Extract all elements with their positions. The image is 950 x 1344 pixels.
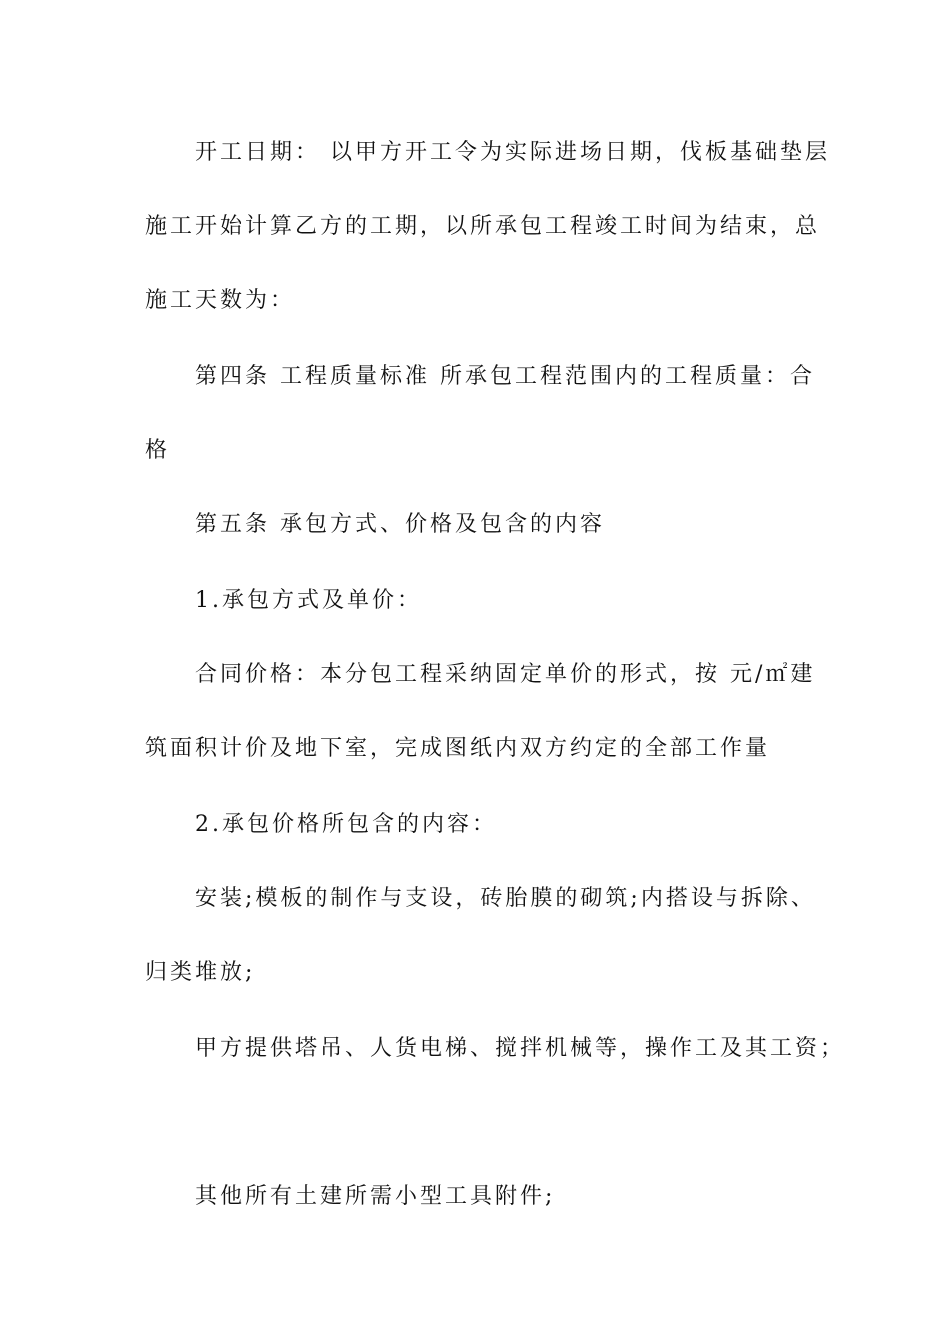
paragraph-line: 筑面积计价及地下室，完成图纸内双方约定的全部工作量 <box>145 736 771 761</box>
paragraph-line: 甲方提供塔吊、人货电梯、搅拌机械等，操作工及其工资； <box>195 1036 846 1061</box>
section-heading: 第五条 承包方式、价格及包含的内容 <box>195 512 605 537</box>
paragraph-line: 施工开始计算乙方的工期，以所承包工程竣工时间为结束，总 <box>145 214 821 239</box>
paragraph-line: 其他所有土建所需小型工具附件; <box>195 1184 556 1209</box>
paragraph-line: 安装;模板的制作与支设，砖胎膜的砌筑;内搭设与拆除、 <box>195 886 816 911</box>
paragraph-line: 2.承包价格所包含的内容： <box>195 812 497 837</box>
paragraph-line: 归类堆放; <box>145 960 256 985</box>
paragraph-line: 1.承包方式及单价： <box>195 588 422 613</box>
paragraph-line: 合同价格：本分包工程采纳固定单价的形式，按 元/㎡建 <box>195 662 816 687</box>
paragraph-line: 第四条 工程质量标准 所承包工程范围内的工程质量：合 <box>195 364 815 389</box>
paragraph-line: 开工日期： 以甲方开工令为实际进场日期，伐板基础垫层 <box>195 140 830 165</box>
paragraph-line: 施工天数为： <box>145 288 296 313</box>
paragraph-line: 格 <box>145 438 171 463</box>
